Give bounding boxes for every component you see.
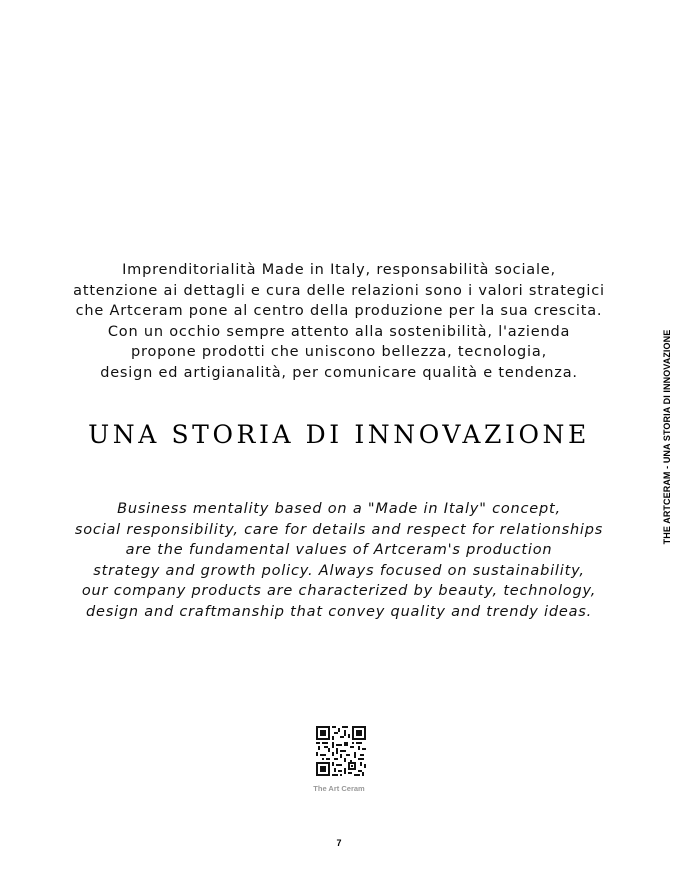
english-line: design and craftmanship that convey quality and trendy ideas. (85, 603, 593, 620)
page-heading: UNA STORIA DI INNOVAZIONE (88, 420, 590, 449)
italian-line: attenzione ai dettagli e cura delle relazioni sono i valori strategici (73, 282, 605, 299)
english-paragraph (40, 499, 638, 622)
italian-line: che Artceram pone al centro della produzione per la sua crescita. (75, 303, 603, 319)
side-running-title: THE ARTCERAM - UNA STORIA DI INNOVAZIONE (662, 329, 672, 545)
english-line: strategy and growth policy. Always focused on sustainability, (93, 562, 585, 579)
english-line: social responsibility, care for details and respect for relationships (74, 521, 604, 538)
english-line: Business mentality based on a "Made in Italy" concept, (117, 501, 561, 517)
page-number: 7 (336, 838, 342, 848)
italian-paragraph (40, 260, 638, 383)
italian-line: Con un occhio sempre attento alla sostenibilità, l'azienda (107, 323, 571, 340)
italian-line: Imprenditorialità Made in Italy, responsabilità sociale, (122, 262, 556, 278)
english-line: are the fundamental values of Artceram's production (125, 542, 553, 558)
english-line: our company products are characterized by beauty, technology, (81, 583, 597, 599)
qr-caption: The Art Ceram (313, 784, 365, 793)
qr-code-icon[interactable] (316, 726, 366, 776)
italian-line: propone prodotti che uniscono bellezza, tecnologia, (131, 344, 547, 360)
italian-line: design ed artigianalità, per comunicare qualità e tendenza. (100, 364, 578, 381)
